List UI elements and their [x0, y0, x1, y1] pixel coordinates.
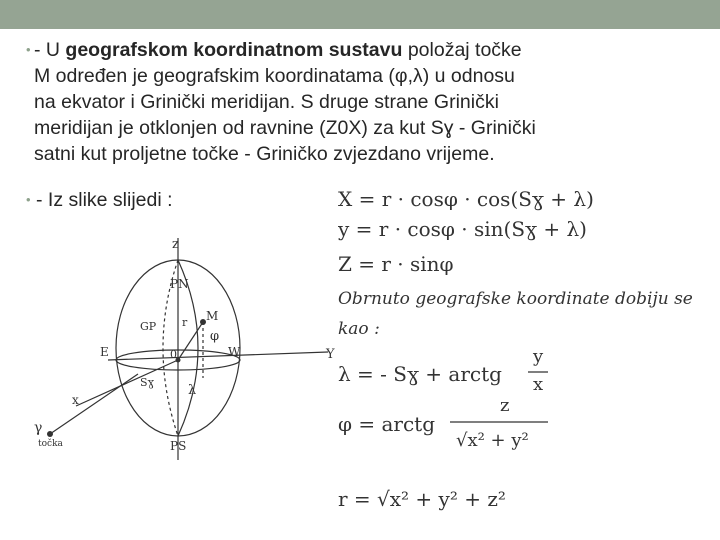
bullet-icon: •	[26, 192, 31, 207]
phi-label: φ	[210, 329, 220, 344]
m-label: M	[206, 309, 219, 323]
formula-phi-lhs: φ = arctg	[338, 412, 436, 436]
sg-label: Sɣ	[140, 376, 155, 389]
line-1	[34, 37, 700, 63]
bold-term: geografskom koordinatnom sustavu	[65, 39, 403, 61]
line-4: meridijan je otklonjen od ravnine (Z0X) za kut Sɣ - Grinički	[34, 117, 536, 139]
formula-panel	[338, 176, 716, 526]
bullet-item-2	[26, 187, 173, 213]
formula-phi-num: z	[500, 395, 510, 416]
dash: - U	[34, 39, 66, 61]
line-2: M određen je geografskim koordinatama (φ,λ) u odnosu	[34, 65, 515, 87]
lambda-label: λ	[188, 383, 197, 398]
east-label: E	[100, 345, 109, 359]
formula-y: y = r · cosφ · sin(Sɣ + λ)	[338, 217, 587, 241]
formula-lambda-num: y	[533, 346, 544, 367]
y-axis-line	[108, 352, 328, 360]
formula-r: r = √x² + y² + z²	[338, 487, 506, 511]
ps-label: PS	[170, 439, 187, 453]
formula-lambda-den: x	[533, 374, 544, 395]
gamma-point	[47, 431, 53, 437]
celestial-sphere-figure	[28, 228, 340, 468]
formula-z: Z = r · sinφ	[338, 252, 454, 276]
origin-label: 0	[170, 348, 177, 361]
bullet-item-1	[26, 37, 706, 167]
gamma-direction	[50, 374, 138, 434]
line1-rest: položaj točke	[402, 39, 522, 61]
x-axis-label: x	[72, 393, 79, 407]
formula-lambda-lhs: λ = - Sɣ + arctg	[338, 362, 502, 386]
gamma-caption: točka	[38, 439, 63, 449]
gp-label: GP	[140, 320, 157, 333]
bullet-icon: •	[26, 42, 31, 57]
gamma-point-label: γ	[34, 420, 43, 436]
formula-note: Obrnuto geografske koordinate dobiju se	[338, 289, 693, 309]
formula-kao: kao :	[338, 319, 380, 339]
line-3: na ekvator i Grinički meridijan. S druge strane Grinički	[34, 91, 499, 113]
z-axis-label: z	[172, 237, 179, 252]
formula-phi-den: √x² + y²	[456, 430, 529, 451]
bullet-text-1	[34, 37, 700, 167]
y-axis-label: Y	[326, 347, 335, 362]
formula-x: X = r · cosφ · cos(Sɣ + λ)	[338, 187, 594, 211]
r-label: r	[182, 316, 188, 329]
title-bar	[0, 0, 720, 29]
pn-label: PN	[170, 277, 189, 291]
line-5: satni kut proljetne točke - Griničko zvjezdano vrijeme.	[34, 143, 495, 165]
bullet-text-2: - Iz slike slijedi :	[36, 189, 173, 211]
west-label: W	[228, 345, 241, 359]
